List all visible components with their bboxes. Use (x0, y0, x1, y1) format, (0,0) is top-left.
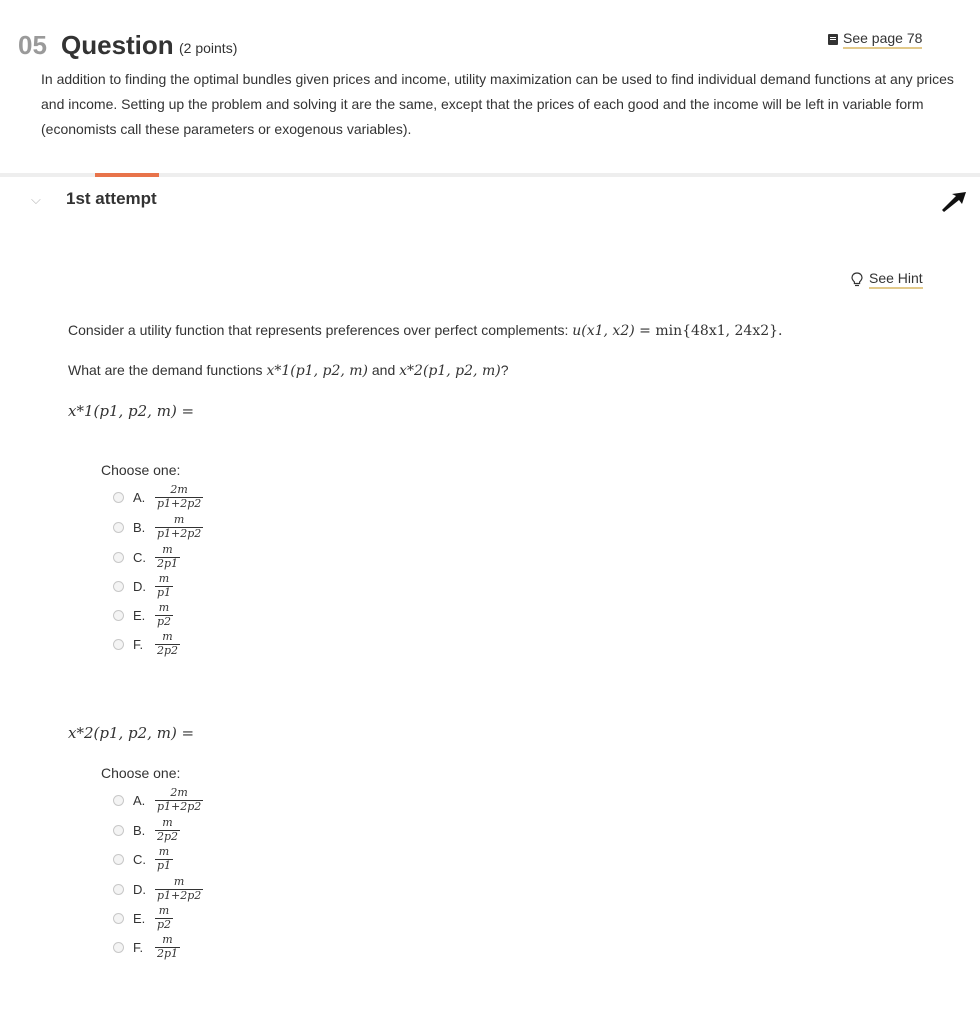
divider-accent (95, 173, 159, 177)
part1-option-f[interactable] (113, 630, 180, 658)
radio-button[interactable] (113, 522, 124, 533)
fraction-denominator: 2p1 (157, 947, 179, 960)
fraction-denominator: p2 (157, 918, 172, 931)
demand-question (68, 362, 508, 379)
radio-button[interactable] (113, 913, 124, 924)
x1-function: x*1(p1, p2, m) (266, 363, 368, 379)
option-letter: B. (133, 822, 146, 838)
statement-text: Consider a utility function that represents preferences over perfect complements: (68, 322, 573, 338)
fraction-numerator: m (158, 572, 170, 585)
fraction-numerator: 2m (170, 786, 188, 799)
option-letter: A. (133, 792, 146, 808)
option-fraction (155, 631, 180, 657)
fraction-numerator: m (162, 543, 173, 556)
see-page-link[interactable] (828, 30, 922, 49)
fraction-denominator: p1+2p2 (157, 889, 202, 902)
option-fraction (155, 602, 173, 628)
radio-button[interactable] (113, 942, 124, 953)
fraction-denominator: p1+2p2 (157, 800, 202, 813)
question-title: Question (61, 30, 174, 60)
x2-demand-lhs: x*2(p1, p2, m) = (68, 724, 195, 742)
demand-suffix: ? (500, 362, 509, 378)
option-letter: B. (133, 519, 146, 535)
cursor-shape (942, 192, 966, 212)
radio-button[interactable] (113, 610, 124, 621)
option-fraction (155, 876, 203, 902)
choose-one-label: Choose one: (101, 765, 181, 781)
option-letter: F. (133, 939, 144, 955)
attempt-label[interactable]: 1st attempt (66, 189, 157, 208)
lightbulb-icon (851, 272, 863, 287)
option-letter: D. (133, 578, 146, 594)
fraction-denominator: p1+2p2 (157, 527, 202, 540)
option-letter: C. (133, 851, 146, 867)
demand-prefix: What are the demand functions (68, 362, 267, 378)
fraction-numerator: m (173, 875, 185, 888)
fraction-denominator: 2p2 (157, 830, 179, 843)
fraction-numerator: m (158, 601, 170, 614)
part2-option-f[interactable] (113, 933, 180, 961)
radio-button[interactable] (113, 854, 124, 865)
fraction-numerator: m (158, 904, 170, 917)
part1-option-c[interactable] (113, 543, 180, 571)
option-letter: C. (133, 549, 146, 565)
option-fraction (155, 544, 180, 570)
fraction-denominator: 2p2 (157, 644, 179, 657)
radio-button[interactable] (113, 581, 124, 592)
part1-option-b[interactable] (113, 513, 203, 541)
x2-function: x*2(p1, p2, m) (399, 363, 501, 379)
fraction-denominator: p1 (157, 586, 172, 599)
book-icon (828, 34, 838, 45)
fraction-numerator: m (162, 816, 173, 829)
see-page-label: See page 78 (843, 30, 922, 49)
option-fraction (155, 787, 203, 813)
radio-button[interactable] (113, 492, 124, 503)
fraction-numerator: m (173, 513, 185, 526)
fraction-numerator: m (162, 933, 173, 946)
utility-rhs: min{48x1, 24x2}. (655, 323, 783, 339)
see-hint-label: See Hint (869, 270, 923, 289)
utility-lhs: u(x1, x2) = (572, 323, 656, 339)
question-intro: In addition to finding the optimal bundles given prices and income, utility maximization can be used to find individual demand functions at any prices and income. Setting up the problem and solving it are the same, except that the prices of each good and the income will be left in variable form (economists call these parameters or exogenous variables). (41, 71, 954, 137)
fraction-numerator: 2m (170, 483, 188, 496)
fraction-denominator: p2 (157, 615, 172, 628)
part1-option-d[interactable] (113, 572, 173, 600)
part2-option-b[interactable] (113, 816, 180, 844)
fraction-numerator: m (158, 845, 170, 858)
chevron-down-icon[interactable]: ⌵ (31, 192, 41, 207)
radio-button[interactable] (113, 552, 124, 563)
radio-button[interactable] (113, 795, 124, 806)
part2-option-a[interactable] (113, 786, 203, 814)
cursor-arrow-icon (940, 190, 972, 214)
choose-one-label: Choose one: (101, 462, 181, 478)
option-letter: E. (133, 910, 146, 926)
part1-option-a[interactable] (113, 483, 203, 511)
option-fraction (155, 934, 180, 960)
part2-option-e[interactable] (113, 904, 173, 932)
fraction-denominator: p1 (157, 859, 172, 872)
option-letter: A. (133, 489, 146, 505)
part1-option-e[interactable] (113, 601, 173, 629)
option-letter: F. (133, 636, 144, 652)
option-fraction (155, 846, 173, 872)
option-letter: E. (133, 607, 146, 623)
question-points: (2 points) (179, 40, 238, 56)
and-word: and (368, 362, 400, 378)
fraction-denominator: 2p1 (157, 557, 179, 570)
option-fraction (155, 484, 203, 510)
part2-option-c[interactable] (113, 845, 173, 873)
option-letter: D. (133, 881, 146, 897)
radio-button[interactable] (113, 825, 124, 836)
fraction-numerator: m (162, 630, 173, 643)
radio-button[interactable] (113, 884, 124, 895)
utility-statement (68, 322, 783, 339)
fraction-denominator: p1+2p2 (157, 497, 202, 510)
option-fraction (155, 573, 173, 599)
part2-option-d[interactable] (113, 875, 203, 903)
x1-demand-lhs: x*1(p1, p2, m) = (68, 402, 195, 420)
option-fraction (155, 905, 173, 931)
option-fraction (155, 514, 203, 540)
see-hint-link[interactable] (851, 270, 923, 289)
question-number: 05 (18, 30, 47, 60)
radio-button[interactable] (113, 639, 124, 650)
option-fraction (155, 817, 180, 843)
